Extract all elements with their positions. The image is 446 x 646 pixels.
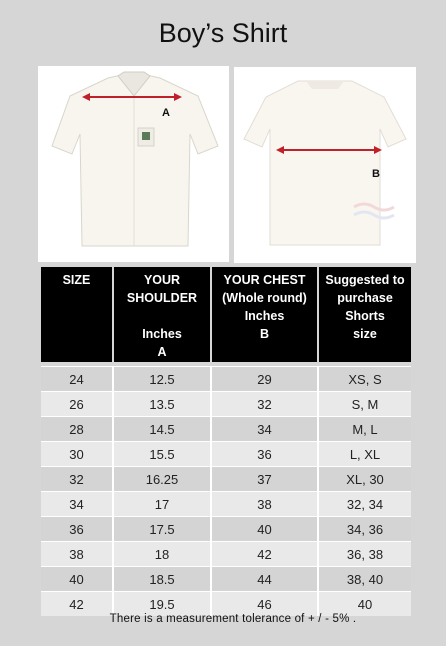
cell-shoulder: 18	[113, 542, 211, 567]
cell-size: 24	[41, 367, 113, 392]
cell-shoulder: 17	[113, 492, 211, 517]
cell-shoulder: 13.5	[113, 392, 211, 417]
cell-chest: 37	[211, 467, 318, 492]
cell-shoulder: 19.5	[113, 592, 211, 617]
header-shorts-line2: purchase	[337, 291, 393, 305]
cell-size: 36	[41, 517, 113, 542]
cell-shoulder: 17.5	[113, 517, 211, 542]
table-row	[41, 542, 411, 567]
header-size	[41, 267, 113, 362]
header-shoulder-spacer	[116, 307, 208, 325]
cell-size: 42	[41, 592, 113, 617]
cell-chest: 40	[211, 517, 318, 542]
cell-shorts: 36, 38	[318, 542, 411, 567]
header-shoulder	[113, 267, 211, 362]
cell-shoulder: 16.25	[113, 467, 211, 492]
header-shorts	[318, 267, 411, 362]
cell-chest: 32	[211, 392, 318, 417]
cell-size: 32	[41, 467, 113, 492]
cell-size: 40	[41, 567, 113, 592]
cell-chest: 36	[211, 442, 318, 467]
cell-size: 28	[41, 417, 113, 442]
table-row	[41, 492, 411, 517]
cell-shoulder: 12.5	[113, 367, 211, 392]
cell-chest: 46	[211, 592, 318, 617]
shirt-back-image	[234, 67, 416, 263]
header-chest-line4: B	[259, 327, 270, 341]
shirt-front-image	[38, 66, 229, 262]
cell-chest: 44	[211, 567, 318, 592]
cell-shoulder: 18.5	[113, 567, 211, 592]
cell-shorts: 32, 34	[318, 492, 411, 517]
label-b: B	[372, 168, 380, 180]
table-row	[41, 417, 411, 442]
cell-chest: 42	[211, 542, 318, 567]
table-row	[41, 517, 411, 542]
header-shoulder-line1: YOUR	[143, 273, 181, 287]
table-row	[41, 367, 411, 392]
cell-size: 30	[41, 442, 113, 467]
header-shorts-line1: Suggested to	[325, 273, 405, 287]
table-header-row	[41, 267, 411, 362]
cell-shorts: XL, 30	[318, 467, 411, 492]
cell-shorts: XS, S	[318, 367, 411, 392]
page-title: Boy’s Shirt	[158, 18, 288, 48]
cell-shorts: S, M	[318, 392, 411, 417]
tolerance-note: There is a measurement tolerance of + / - 5% .	[109, 613, 357, 625]
header-chest-line2: (Whole round)	[222, 291, 307, 305]
cell-shorts: L, XL	[318, 442, 411, 467]
cell-size: 38	[41, 542, 113, 567]
table-row	[41, 392, 411, 417]
cell-chest: 34	[211, 417, 318, 442]
cell-shorts: 40	[318, 592, 411, 617]
cell-size: 34	[41, 492, 113, 517]
cell-size: 26	[41, 392, 113, 417]
header-shoulder-line2: SHOULDER	[126, 291, 198, 305]
header-size-line1: SIZE	[62, 273, 91, 287]
table-row	[41, 467, 411, 492]
cell-shorts: 34, 36	[318, 517, 411, 542]
cell-shoulder: 15.5	[113, 442, 211, 467]
cell-chest: 29	[211, 367, 318, 392]
size-chart-table	[41, 267, 411, 616]
header-shorts-line3: Shorts	[345, 309, 385, 323]
table-row	[41, 442, 411, 467]
label-a: A	[162, 107, 170, 119]
cell-chest: 38	[211, 492, 318, 517]
header-shorts-line4: size	[353, 327, 377, 341]
header-shoulder-line5: A	[157, 345, 167, 359]
cell-shoulder: 14.5	[113, 417, 211, 442]
cell-shorts: 38, 40	[318, 567, 411, 592]
header-shoulder-line4: Inches	[142, 327, 182, 341]
cell-shorts: M, L	[318, 417, 411, 442]
table-row	[41, 567, 411, 592]
header-chest-line1: YOUR CHEST	[223, 273, 306, 287]
header-chest	[211, 267, 318, 362]
header-chest-line3: Inches	[244, 309, 285, 323]
